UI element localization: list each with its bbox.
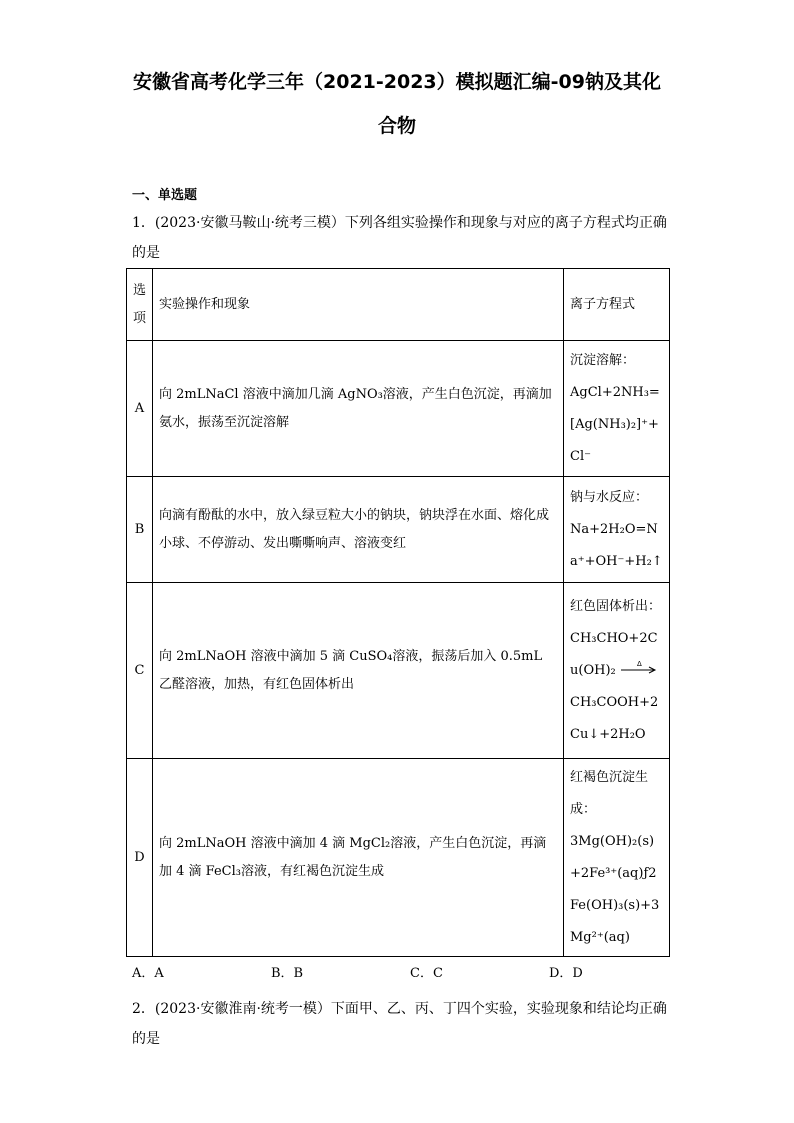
row-operation: 向 2mLNaOH 溶液中滴加 5 滴 CuSO₄溶液，振荡后加入 0.5mL 乙醛溶液，加热，有红色固体析出	[153, 583, 564, 759]
header-equation: 离子方程式	[564, 269, 670, 341]
question-1-stem-line2: 的是	[132, 245, 160, 261]
option-c[interactable]: C．C	[410, 966, 443, 981]
question-2-stem	[132, 994, 672, 1054]
equation-right: CH₃COOH+2Cu↓+2H₂O	[570, 694, 659, 742]
option-d[interactable]: D．D	[549, 966, 583, 981]
svg-text:Δ: Δ	[636, 660, 642, 668]
table-row-d	[127, 759, 670, 957]
row-label: A	[127, 341, 153, 477]
table-row-b	[127, 477, 670, 583]
table-header-row	[127, 269, 670, 341]
equation: 3Mg(OH)₂(s)+2Fe³⁺(aq)ƒ2Fe(OH)₃(s)+3Mg²⁺(aq)	[570, 833, 660, 945]
option-a[interactable]: A．A	[132, 966, 164, 981]
row-operation: 向 2mLNaCl 溶液中滴加几滴 AgNO₃溶液，产生白色沉淀，再滴加氨水，振荡至沉淀溶解	[153, 341, 564, 477]
document-title-line2: 合物	[377, 115, 416, 137]
row-equation-cell	[564, 583, 670, 759]
row-equation-cell	[564, 477, 670, 583]
option-b[interactable]: B．B	[271, 966, 304, 981]
document-title-line1: 安徽省高考化学三年（2021-2023）模拟题汇编-09钠及其化	[133, 71, 661, 93]
row-equation-cell	[564, 759, 670, 957]
heat-arrow-icon	[620, 660, 658, 675]
row-operation: 向 2mLNaOH 溶液中滴加 4 滴 MgCl₂溶液，产生白色沉淀，再滴加 4 滴 FeCl₃溶液，有红褐色沉淀生成	[153, 759, 564, 957]
question-1-stem	[132, 208, 672, 268]
equation-title: 红色固体析出：	[570, 598, 662, 614]
row-label: C	[127, 583, 153, 759]
row-operation: 向滴有酚酞的水中，放入绿豆粒大小的钠块，钠块浮在水面、熔化成小球、不停游动、发出嘶嘶响声、溶液变红	[153, 477, 564, 583]
equation-title: 红褐色沉淀生成：	[570, 769, 649, 817]
equation-left: CH₃CHO+2Cu(OH)₂ Δ	[570, 630, 658, 678]
row-label: D	[127, 759, 153, 957]
equation: Na+2H₂O=Na⁺+OH⁻+H₂↑	[570, 521, 663, 569]
row-label: B	[127, 477, 153, 583]
equation: AgCl+2NH₃=[Ag(NH₃)₂]⁺+Cl⁻	[570, 384, 660, 464]
header-option: 选项	[127, 269, 153, 341]
question-1-table	[126, 268, 670, 957]
header-operation: 实验操作和现象	[153, 269, 564, 341]
question-1-stem-line1: 1．(2023·安徽马鞍山·统考三模）下列各组实验操作和现象与对应的离子方程式均正确	[132, 215, 667, 231]
equation-title: 沉淀溶解：	[570, 352, 636, 368]
question-2-stem-line2: 的是	[132, 1031, 160, 1047]
equation-title: 钠与水反应：	[570, 489, 649, 505]
question-2-stem-line1: 2．(2023·安徽淮南·统考一模）下面甲、乙、丙、丁四个实验，实验现象和结论均正确	[132, 1001, 667, 1017]
table-row-c	[127, 583, 670, 759]
section-heading: 一、单选题	[132, 188, 198, 203]
row-equation-cell	[564, 341, 670, 477]
table-row-a	[127, 341, 670, 477]
